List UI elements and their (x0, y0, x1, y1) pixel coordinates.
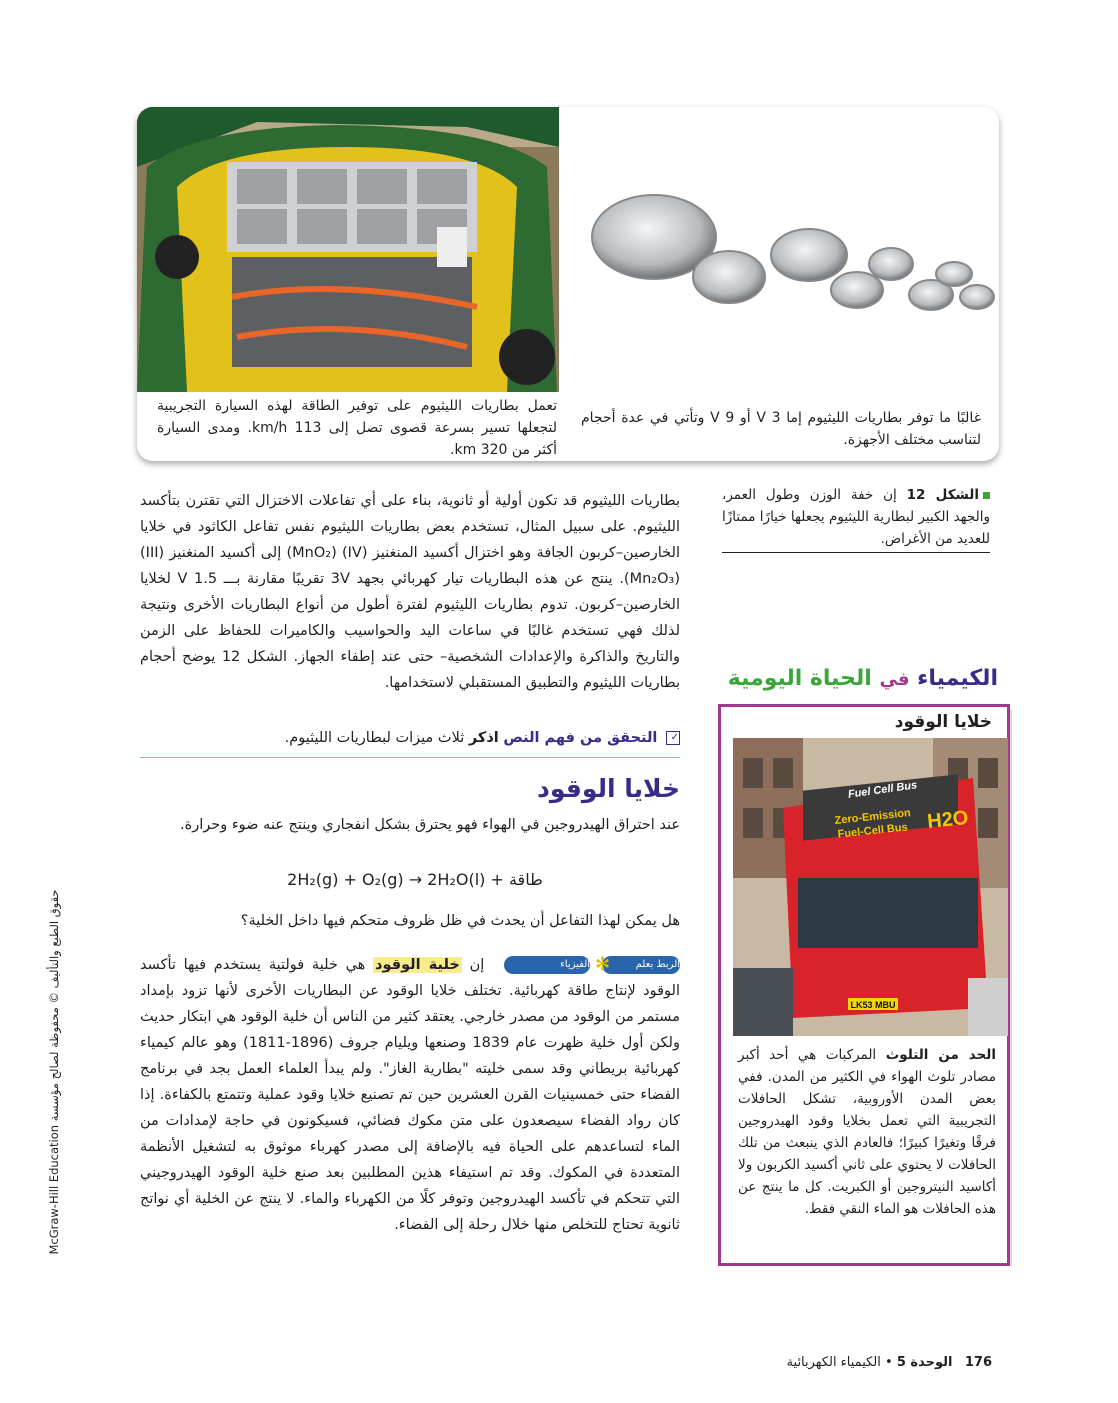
electric-car-battery-photo (137, 107, 559, 392)
checkmark-icon: ✓ (666, 731, 680, 745)
footer-bullet: • (885, 1355, 893, 1370)
title-part-in: في (879, 669, 910, 690)
figure-12-label (722, 484, 990, 550)
reading-check-verb: اذكر (468, 730, 499, 746)
reading-check-label: التحقق من فهم النص (503, 730, 658, 746)
lithium-coin-batteries-photo (559, 107, 999, 392)
page-number: 176 (964, 1355, 992, 1370)
connect-label: الربط بعلم (602, 956, 680, 974)
svg-text:H2O: H2O (926, 806, 970, 833)
section-divider (140, 757, 680, 758)
combustion-paragraph: عند احتراق الهيدروجين في الهواء فهو يحترق بشكل انفجاري وينتج عنه ضوء وحرارة. (180, 817, 680, 833)
coin-photo-caption: غالبًا ما توفر بطاريات الليثيوم إما 3 V أو 9 V وتأتي في عدة أحجام لتناسب مختلف الأجهزة. (581, 410, 982, 448)
combustion-equation: 2H₂(g) + O₂(g) → 2H₂O(l) + طاقة (287, 870, 543, 889)
fuel-cell-term: خلية الوقود (375, 957, 460, 973)
section-heading: خلايا الوقود (537, 774, 680, 803)
lithium-paragraph: بطاريات الليثيوم قد تكون أولية أو ثانوية، بناء على أي تفاعلات الاختزال التي تقترن بتأكسد الليثيوم. على سبيل المثال، تستخدم بعض بطاريات الليثيوم نفس تفاعل الكاثود في خلايا الخارصين–كربون الجافة وهو اختزال أكسيد المنغنيز (IV) (MnO₂) إلى أكسيد المنغنيز (III) (Mn₂O₃). ينتج عن هذه البطاريات تيار كهربائي بجهد 3V تقريبًا مقارنة بـــ 1.5 V لخلايا الخارصين–كربون. تدوم بطاريات الليثيوم لفترة أطول من أنواع البطاريات الأخرى ونتيجة لذلك فهي تستخدم غالبًا في ساعات اليد والحواسيب والكاميرات للحفاظ على الزمن والتاريخ والذاكرة والإعدادات الشخصية– حتى عند إطفاء الجهاز. الشكل 12 يوضح أحجام بطاريات الليثيوم والتطبيق المستقبلي لاستخدامها. (140, 493, 681, 691)
svg-text:Zero-Emission: Zero-Emission (834, 807, 912, 827)
reading-check (240, 725, 680, 751)
chemistry-everyday-life-title (720, 666, 998, 691)
fuel-cell-paragraph (140, 952, 680, 1238)
sidebar-text-bold: الحد من التلوث (885, 1047, 996, 1063)
copyright-credit: حقوق الطبع والتأليف © محفوظة لصالح مؤسسة McGraw-Hill Education (47, 889, 61, 1255)
figure-12-title: الشكل 12 (906, 487, 979, 503)
sidebar-text (738, 1044, 996, 1220)
svg-text:LK53 MBU: LK53 MBU (850, 1000, 896, 1010)
title-part-everyday: الحياة اليومية (727, 666, 872, 691)
fuel-cell-body: هي خلية فولتية يستخدم فيها تأكسد الوقود لإنتاج طاقة كهربائية. تختلف خلايا الوقود عن البطاريات الأخرى لأنها تزود بإمداد مستمر من الوقود من مصدر خارجي. يعتقد كثير من الناس أن خلية الوقود هي ابتكار حديث ولكن أول خلية ظهرت عام 1839 وصنعها ويليام جروف (1896-1811) وهو عالم كيمياء كهربائية بريطاني وقد سمى خليته "بطارية الغاز". ولم يبدأ العلماء العمل بجد في برنامج الفضاء حتى خمسينيات القرن العشرين حين تم تصنيع خلايا وقود عملية وتتمتع بالكفاءة. إذا كان رواد الفضاء سيصعدون على متن مكوك فضائي، فسيكونون في حاجة لإمدادات من الماء لتساعدهم على الحياة فيه بالإضافة إلى مصدر كهرباء موثوق به لتشغيل الأنظمة المتعددة في المكوك. وقد تم استيفاء هذين المطلبين بعد صنع خلية الوقود الهيدروجيني التي تتحكم في تأكسد الهيدروجين وتوفر كلًا من الكهرباء والماء. لا ينتج عن الخلية أي نواتج ثانوية تحتاج للتخلص منها خلال رحلة إلى الفضاء. (140, 957, 680, 1233)
svg-text:Fuel Cell Bus: Fuel Cell Bus (847, 779, 918, 801)
figure-12-text: إن خفة الوزن وطول العمر، والجهد الكبير لبطارية الليثيوم يجعلها خيارًا ممتازًا للعديد من الأغراض. (722, 487, 990, 547)
connect-to-physics-badge (500, 954, 680, 976)
fuel-cell-bus-photo (733, 738, 1008, 1036)
svg-text:Fuel-Cell Bus: Fuel-Cell Bus (837, 821, 909, 841)
footer-title: الكيمياء الكهربائية (786, 1355, 881, 1370)
fuel-cell-intro: إن (469, 957, 485, 973)
page-footer (600, 1355, 992, 1370)
figure-12-panel (137, 107, 999, 461)
reading-check-text: ثلاث ميزات لبطاريات الليثيوم. (284, 730, 465, 746)
figure-label-divider (722, 552, 990, 553)
sidebar-heading: خلايا الوقود (894, 712, 992, 732)
car-photo-caption: تعمل بطاريات الليثيوم على توفير الطاقة لهذه السيارة التجريبية لتجعلها تسير بسرعة قصوى تصل إلى 113 km/h. ومدى السيارة أكثر من 320 km. (157, 398, 557, 458)
atom-icon: ✻ (594, 954, 611, 975)
title-part-chemistry: الكيمياء (917, 666, 998, 691)
section-question: هل يمكن لهذا التفاعل أن يحدث في ظل ظروف متحكم فيها داخل الخلية؟ (240, 913, 680, 929)
bullet-square-icon (983, 492, 990, 499)
footer-unit: الوحدة 5 (896, 1355, 953, 1370)
connect-subject: الفيزياء (504, 956, 590, 974)
sidebar-text-body: المركبات هي أحد أكبر مصادر تلوث الهواء في الكثير من المدن. ففي بعض المدن الأوروبية، تشكل الحافلات التجريبية التي تعمل بخلايا وقود الهيدروجين فرقًا وتغيرًا كبيرًا؛ فالعادم الذي ينبعث من تلك الحافلات لا يحتوي على ثاني أكسيد الكربون ولا أكاسيد النيتروجين أو الكبريت. كل ما ينتج عن هذه الحافلات هو الماء النقي فقط. (738, 1047, 996, 1217)
